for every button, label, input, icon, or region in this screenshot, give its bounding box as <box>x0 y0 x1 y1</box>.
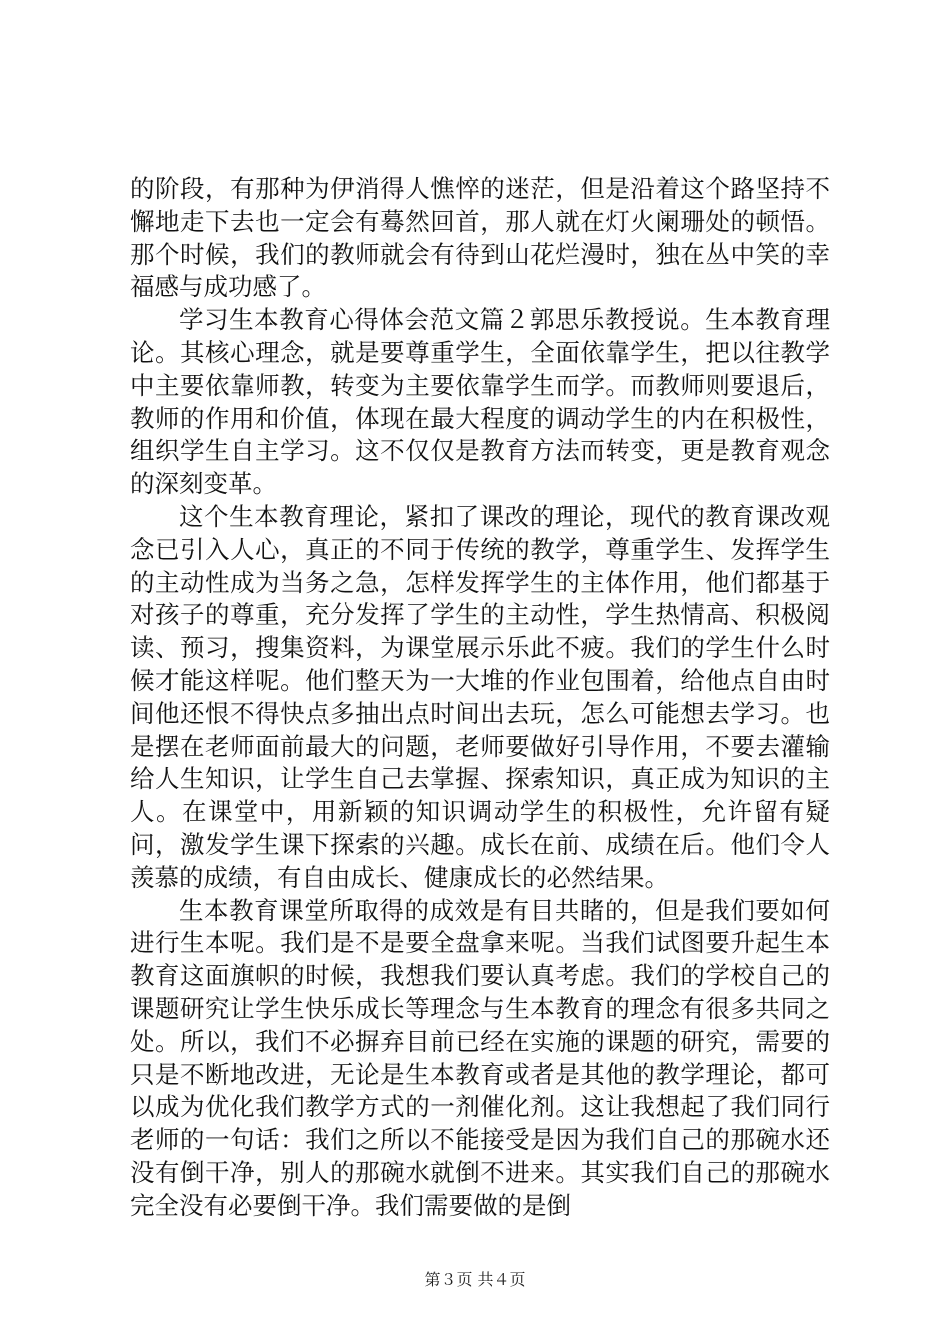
document-body <box>130 173 830 1223</box>
page-footer: 第３页 共４页 <box>424 1270 526 1289</box>
paragraph-4: 生本教育课堂所取得的成效是有目共睹的，但是我们要如何进行生本呢。我们是不是要全盘拿来呢。当我们试图要升起生本教育这面旗帜的时候，我想我们要认真考虑。我们的学校自己的课题研究让学生快乐成长等理念与生本教育的理念有很多共同之处。所以，我们不必摒弃目前已经在实施的课题的研究，需要的只是不断地改进，无论是生本教育或者是其他的教学理论，都可以成为优化我们教学方式的一剂催化剂。这让我想起了我们同行老师的一句话：我们之所以不能接受是因为我们自己的那碗水还没有倒干净，别人的那碗水就倒不进来。其实我们自己的那碗水完全没有必要倒干净。我们需要做的是倒 <box>130 895 830 1220</box>
paragraph-2: 学习生本教育心得体会范文篇２郭思乐教授说。生本教育理论。其核心理念，就是要尊重学生，全面依靠学生，把以往教学中主要依靠师教，转变为主要依靠学生而学。而教师则要退后，教师的作用和价值，体现在最大程度的调动学生的内在积极性，组织学生自主学习。这不仅仅是教育方法而转变，更是教育观念的深刻变革。 <box>130 305 830 499</box>
paragraph-3: 这个生本教育理论，紧扣了课改的理论，现代的教育课改观念已引入人心，真正的不同于传统的教学，尊重学生、发挥学生的主动性成为当务之急，怎样发挥学生的主体作用，他们都基于对孩子的尊重，充分发挥了学生的主动性，学生热情高、积极阅读、预习，搜集资料，为课堂展示乐此不疲。我们的学生什么时候才能这样呢。他们整天为一大堆的作业包围着，给他点自由时间他还恨不得快点多抽出点时间出去玩，怎么可能想去学习。也是摆在老师面前最大的问题，老师要做好引导作用，不要去灌输给人生知识，让学生自己去掌握、探索知识，真正成为知识的主人。在课堂中，用新颖的知识调动学生的积极性，允许留有疑问，激发学生课下探索的兴趣。成长在前、成绩在后。他们令人羡慕的成绩，有自由成长、健康成长的必然结果。 <box>130 501 830 892</box>
paragraph-1: 的阶段，有那种为伊消得人憔悴的迷茫，但是沿着这个路坚持不懈地走下去也一定会有蓦然回首，那人就在灯火阑珊处的顿悟。那个时候，我们的教师就会有待到山花烂漫时，独在丛中笑的幸福感与成功感了。 <box>130 174 830 302</box>
